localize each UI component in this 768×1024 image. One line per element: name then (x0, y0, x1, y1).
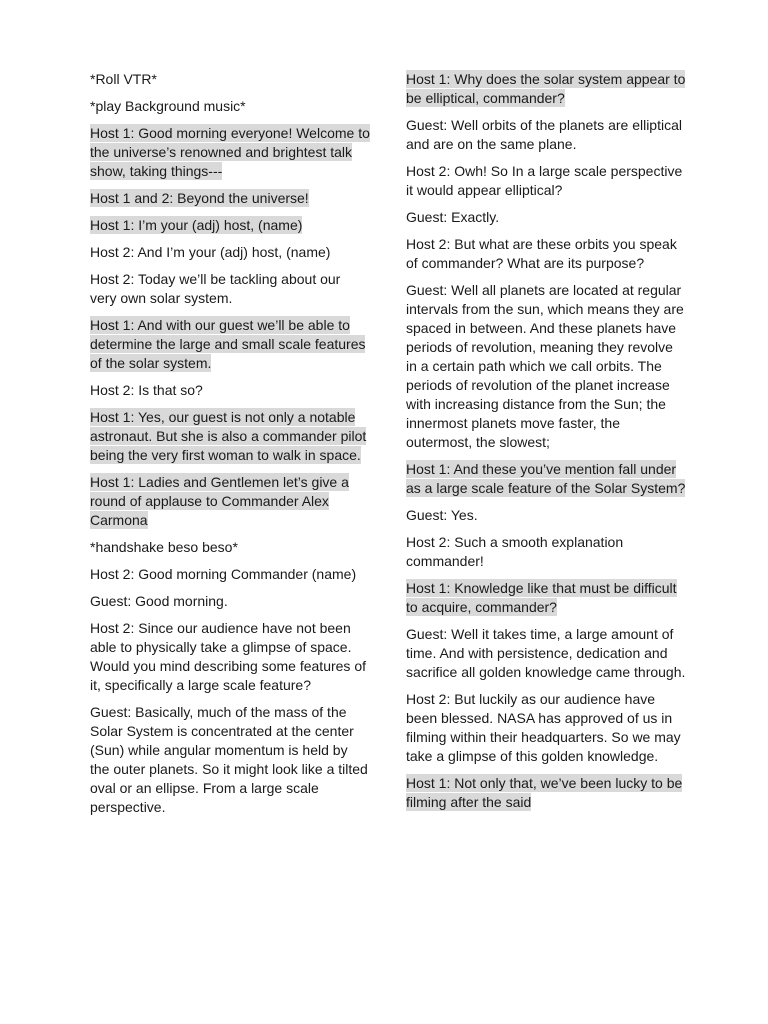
script-line-host: Host 1: I’m your (adj) host, (name) (90, 217, 303, 233)
script-line: Host 2: Today we’ll be tackling about our very own solar system. (90, 271, 341, 306)
script-line: Host 2: But what are these orbits you speak of commander? What are its purpose? (406, 236, 677, 271)
script-line: Guest: Exactly. (406, 209, 500, 225)
script-line: Guest: Well all planets are located at regular intervals from the sun, which means they are spaced in between. And these planets have periods of revolution, meaning they revolve in a certain path which we call orbits. The periods of revolution of the planet increase with increasing distance from the Sun; the innermost planets move faster, the outermost, the slowest; (406, 282, 684, 450)
right-column (406, 70, 686, 820)
script-line: *play Background music* (90, 98, 246, 114)
script-line-host: Host 1: Good morning everyone! Welcome to the universe’s renowned and brightest talk show, taking things--- (90, 125, 370, 179)
script-line: Host 2: Owh! So In a large scale perspective it would appear elliptical? (406, 163, 683, 198)
script-line-host: Host 1 and 2: Beyond the universe! (90, 190, 309, 206)
script-line-host: Host 1: Not only that, we’ve been lucky to be filming after the said (406, 775, 683, 810)
script-line: Guest: Well orbits of the planets are elliptical and are on the same plane. (406, 117, 682, 152)
script-line: Guest: Basically, much of the mass of the Solar System is concentrated at the center (Sun) while angular momentum is held by the outer planets. So it might look like a tilted oval or an ellipse. From a large scale perspective. (90, 704, 368, 815)
script-line: Host 2: And I’m your (adj) host, (name) (90, 244, 331, 260)
script-line: Host 2: Such a smooth explanation commander! (406, 534, 624, 569)
script-line: Host 2: Since our audience have not been able to physically take a glimpse of space. Would you mind describing some features of it, specifically a large scale feature? (90, 620, 366, 693)
script-line-host: Host 1: Why does the solar system appear to be elliptical, commander? (406, 71, 686, 106)
script-line: Guest: Good morning. (90, 593, 228, 609)
script-line-host: Host 1: Knowledge like that must be difficult to acquire, commander? (406, 580, 677, 615)
script-line: Guest: Yes. (406, 507, 478, 523)
script-line: Host 2: But luckily as our audience have been blessed. NASA has approved of us in filming within their headquarters. So we may take a glimpse of this golden knowledge. (406, 691, 681, 764)
script-line-host: Host 1: And with our guest we’ll be able to determine the large and small scale features of the solar system. (90, 317, 366, 371)
script-line: Host 2: Good morning Commander (name) (90, 566, 357, 582)
script-line: Guest: Well it takes time, a large amount of time. And with persistence, dedication and sacrifice all golden knowledge came through. (406, 626, 686, 680)
script-line: *Roll VTR* (90, 71, 157, 87)
script-line: *handshake beso beso* (90, 539, 238, 555)
script-line-host: Host 1: And these you’ve mention fall under as a large scale feature of the Solar System? (406, 461, 686, 496)
script-line-host: Host 1: Yes, our guest is not only a notable astronaut. But she is also a commander pilot being the very first woman to walk in space. (90, 409, 367, 463)
left-column (90, 70, 370, 825)
script-line: Host 2: Is that so? (90, 382, 203, 398)
script-line-host: Host 1: Ladies and Gentlemen let’s give a round of applause to Commander Alex Carmona (90, 474, 349, 528)
